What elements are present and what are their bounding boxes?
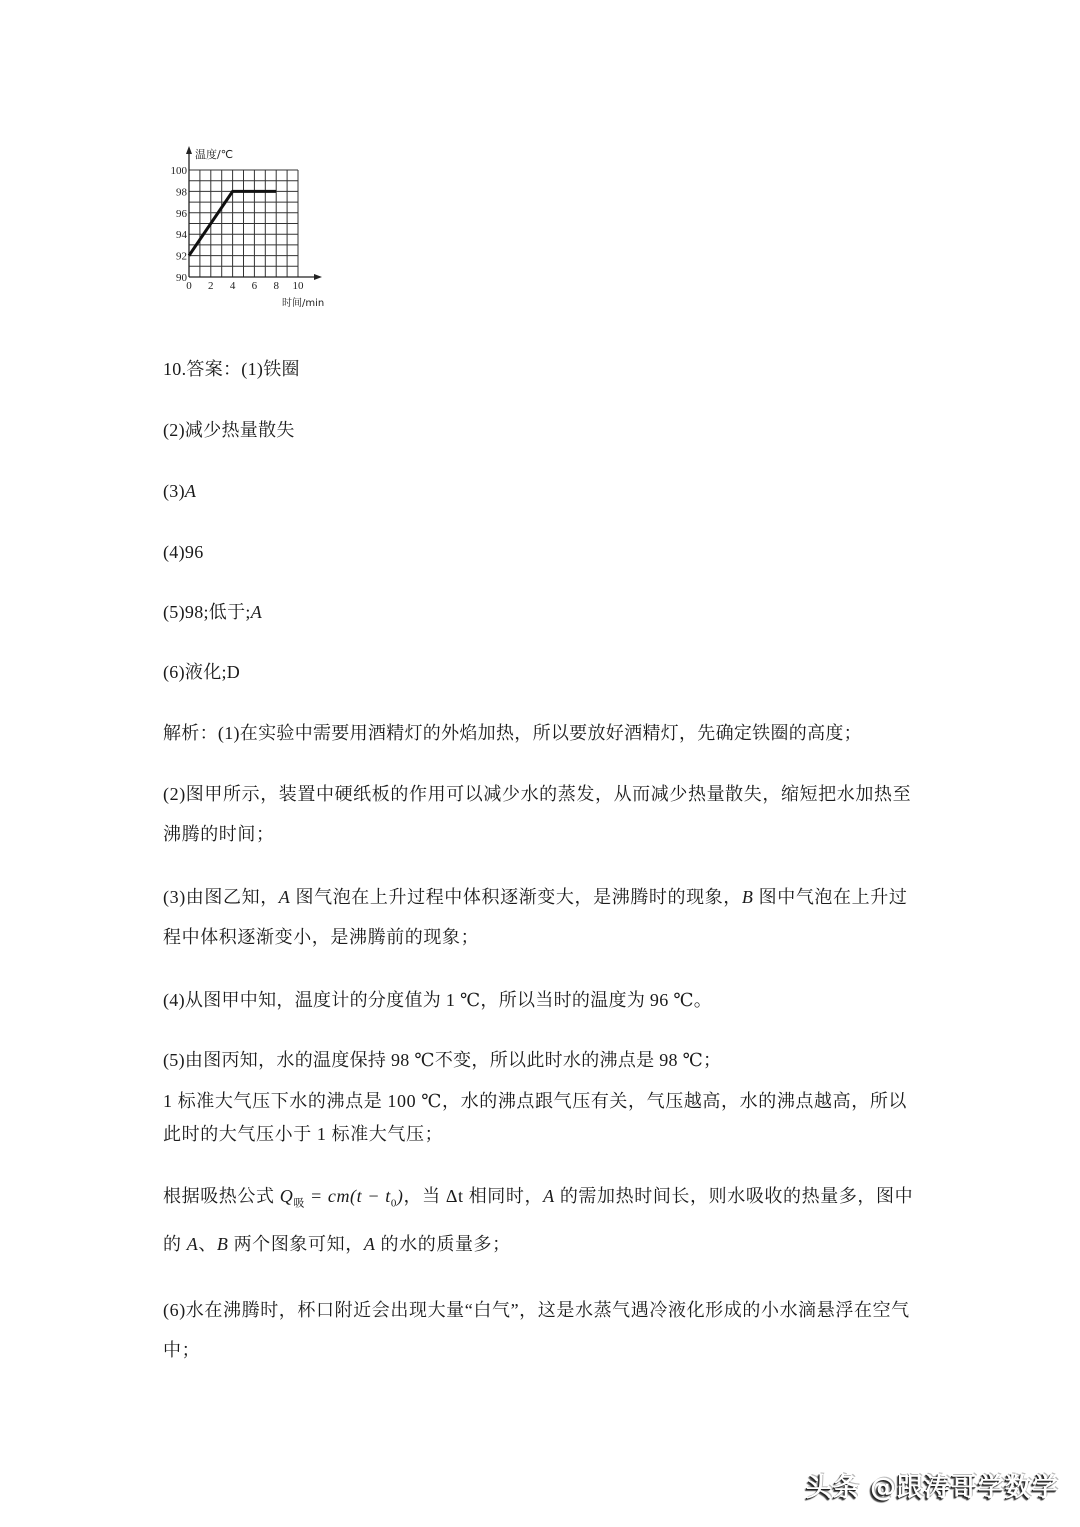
answer-1: 10.答案：(1)铁圈 [163,359,300,379]
analysis-5-line-1: (5)由图丙知，水的温度保持 98 ℃不变，所以此时水的沸点是 98 ℃； [163,1050,722,1070]
answer-5-var: A [250,602,262,622]
var-a: A [543,1186,555,1206]
var-a: A [363,1233,376,1254]
watermark: 头条 @跟涛哥学数学 [806,1473,1060,1503]
var-a: A [186,1233,199,1254]
answer-2: (2)减少热量散失 [163,420,295,440]
analysis-5-line-3 [163,1176,923,1264]
answer-5 [163,600,262,624]
svg-text:6: 6 [251,280,258,292]
svg-text:96: 96 [176,207,187,220]
analysis-3-b: 图气泡在上升过程中体积逐渐变大，是沸腾时的现象， [290,887,742,907]
svg-text:100: 100 [170,165,187,177]
text: 两个图象可知， [228,1233,364,1254]
var-b: B [216,1233,229,1254]
formula-sub0: 0 [390,1197,397,1210]
answer-5-prefix: (5)98;低于; [163,602,251,622]
answer-3 [163,479,196,503]
analysis-3 [163,877,923,957]
analysis-6: (6)水在沸腾时，杯口附近会出现大量“白气”，这是水蒸气遇冷液化形成的小水滴悬浮在空气中； [163,1300,910,1360]
formula-q: Q [279,1186,294,1206]
answer-3-var: A [184,481,197,501]
svg-text:10: 10 [292,280,304,292]
answer-6: (6)液化;D [163,662,241,682]
formula-end: ) [396,1186,404,1206]
analysis-3-c: 图中气泡在上升过程中体积逐渐变小，是沸腾前的现象； [163,887,908,947]
svg-text:98: 98 [176,186,187,199]
answer-4: (4)96 [163,542,204,562]
var-a: A [278,887,291,907]
answer-3-prefix: (3) [163,481,185,501]
svg-text:0: 0 [186,280,192,292]
svg-text:90: 90 [176,272,187,284]
text: 根据吸热公式 [163,1186,280,1206]
text: ，当 Δt 相同时， [403,1186,544,1206]
heat-formula [279,1186,404,1210]
text: 的需加热时间长，则水吸收的热量多，图中的 [163,1186,914,1254]
svg-text:2: 2 [208,280,214,292]
analysis-4: (4)从图甲中知，温度计的分度值为 1 ℃，所以当时的温度为 96 ℃。 [163,990,713,1010]
analysis-3-a: (3)由图乙知， [163,887,279,907]
svg-text:时间/min: 时间/min [282,298,325,309]
analysis-1: 解析：(1)在实验中需要用酒精灯的外焰加热，所以要放好酒精灯，先确定铁圈的高度； [163,723,862,743]
analysis-5-line-2: 1 标准大气压下水的沸点是 100 ℃，水的沸点跟气压有关，气压越高，水的沸点越高，所以此时的大气压小于 1 标准大气压； [163,1091,908,1144]
temperature-time-chart [160,140,345,315]
formula-rest: = cm(t − t [304,1186,391,1206]
svg-text:92: 92 [176,250,187,263]
svg-text:温度/℃: 温度/℃ [195,148,234,161]
text: 的水的质量多； [375,1233,511,1254]
analysis-2: (2)图甲所示，装置中硬纸板的作用可以减少水的蒸发，从而减少热量散失，缩短把水加热至沸腾的时间； [163,784,912,844]
svg-text:4: 4 [229,280,236,292]
formula-sub: 吸 [293,1197,305,1210]
svg-text:8: 8 [273,280,279,292]
svg-text:94: 94 [176,229,187,242]
chart-svg [160,140,345,315]
var-b: B [741,887,754,907]
text: 、 [198,1233,217,1254]
